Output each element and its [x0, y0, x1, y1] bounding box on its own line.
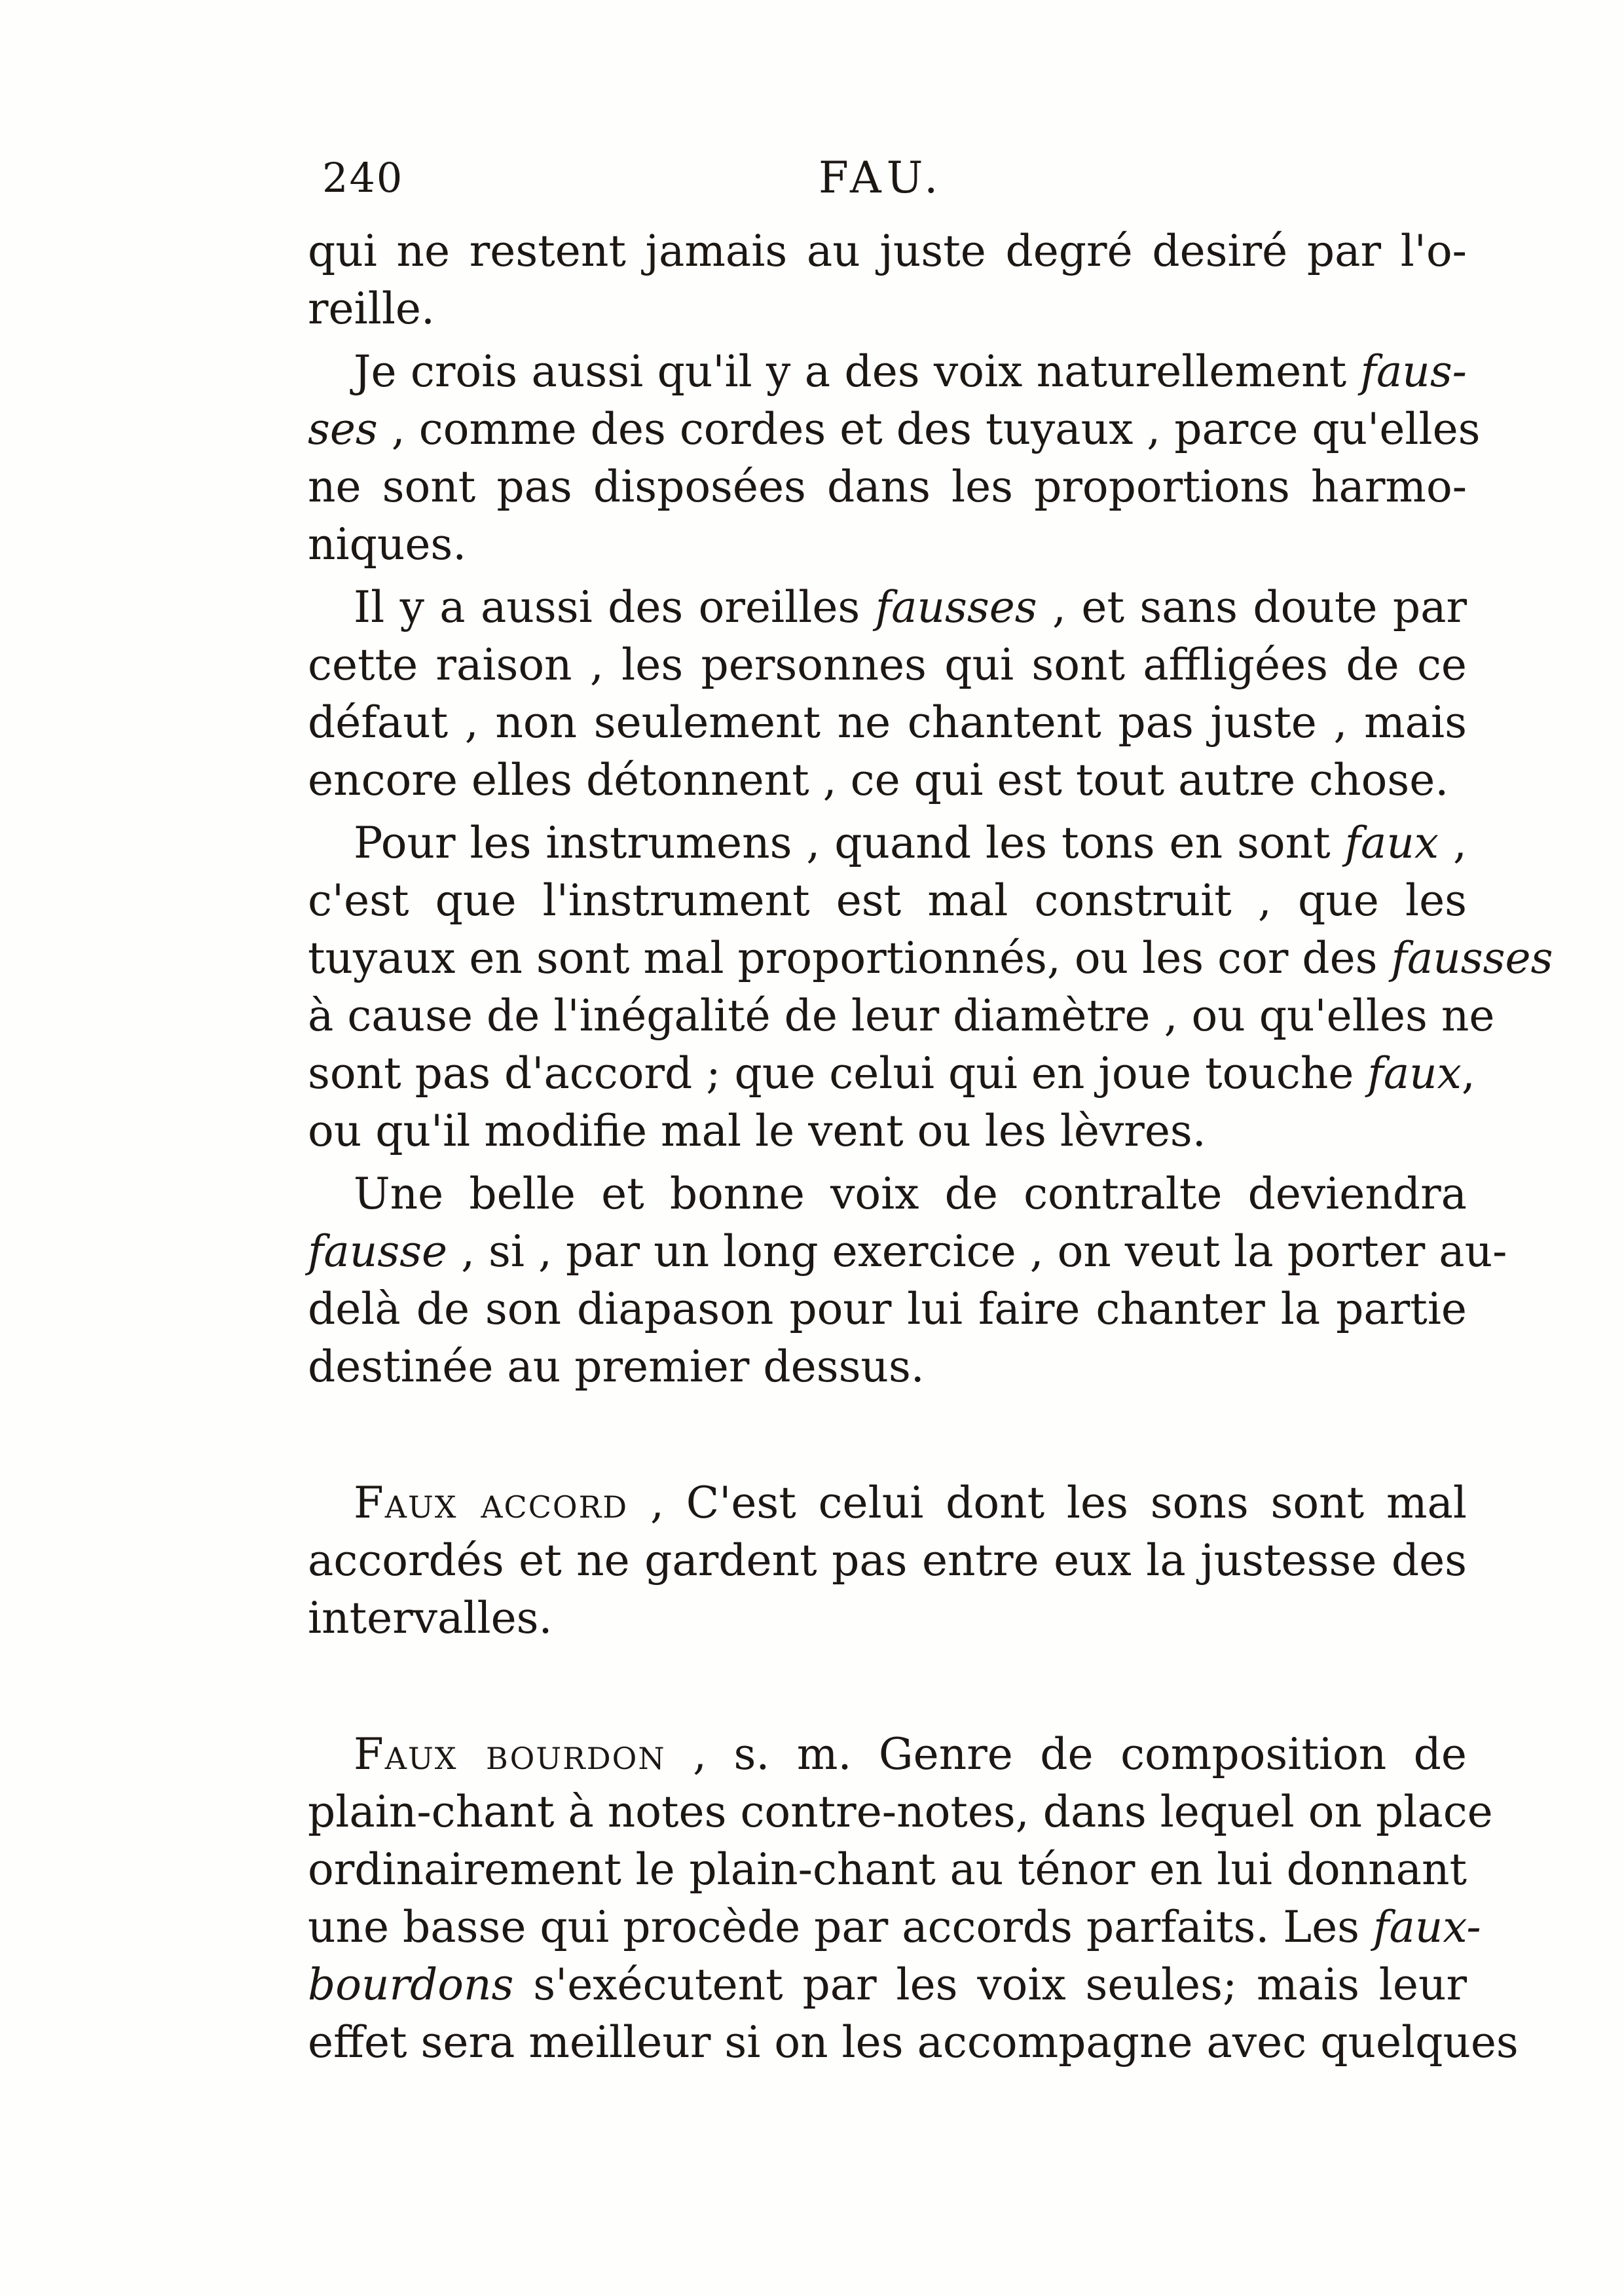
- text-line: Faux bourdon , s. m. Genre de composition de: [354, 1729, 1467, 1779]
- text-line: Faux accord , C'est celui dont les sons sont mal: [354, 1478, 1467, 1528]
- entry-headword: Faux accord: [354, 1478, 629, 1528]
- paragraph: [308, 1165, 1507, 1396]
- text-line: ordinairement le plain-chant au ténor en lui donnant: [308, 1844, 1467, 1895]
- text-line: tuyaux en sont mal proportionnés, ou les cor des fausses: [308, 933, 1553, 983]
- paragraph: [308, 343, 1481, 574]
- text-line: plain-chant à notes contre-notes, dans lequel on place: [308, 1787, 1493, 1837]
- italic-term: faus-: [1360, 346, 1467, 397]
- italic-term: fausses: [1391, 933, 1553, 983]
- text-line: Une belle et bonne voix de contralte deviendra: [354, 1169, 1467, 1219]
- running-head: FAU.: [819, 153, 944, 203]
- entry-headword: Faux bourdon: [354, 1729, 666, 1779]
- page-number: 240: [322, 154, 404, 202]
- text-line: accordés et ne gardent pas entre eux la justesse des: [308, 1535, 1467, 1586]
- text-line: ou qu'il modifie mal le vent ou les lèvres.: [308, 1106, 1206, 1156]
- paragraph: [308, 1726, 1519, 2071]
- paragraph: [308, 579, 1467, 809]
- text-line: à cause de l'inégalité de leur diamètre , ou qu'elles ne: [308, 991, 1495, 1041]
- text-line: ses , comme des cordes et des tuyaux , parce qu'elles: [308, 404, 1481, 454]
- text-line: Pour les instrumens , quand les tons en sont faux ,: [354, 818, 1467, 868]
- text-line: une basse qui procède par accords parfaits. Les faux-: [308, 1902, 1481, 1952]
- text-line: destinée au premier dessus.: [308, 1341, 925, 1392]
- text-line: bourdons s'exécutent par les voix seules; mais leur: [308, 1959, 1467, 2010]
- paragraph: [308, 814, 1553, 1160]
- text-line: fausse , si , par un long exercice , on veut la porter au-: [308, 1226, 1507, 1277]
- text-line: niques.: [308, 519, 467, 570]
- text-line: sont pas d'accord ; que celui qui en joue touche faux,: [308, 1048, 1475, 1099]
- italic-term: faux: [1367, 1048, 1462, 1099]
- text-line: ne sont pas disposées dans les proportions harmo-: [308, 462, 1467, 512]
- text-line: Je crois aussi qu'il y a des voix naturellement faus-: [354, 346, 1467, 397]
- text-line: c'est que l'instrument est mal construit , que les: [308, 875, 1467, 926]
- text-line: défaut , non seulement ne chantent pas juste , mais: [308, 697, 1467, 748]
- text-line: cette raison , les personnes qui sont affligées de ce: [308, 640, 1467, 690]
- text-line: intervalles.: [308, 1593, 553, 1643]
- body-text: [308, 223, 1553, 2071]
- text-line: delà de son diapason pour lui faire chanter la partie: [308, 1284, 1467, 1334]
- italic-term: faux-: [1373, 1902, 1481, 1952]
- text-line: effet sera meilleur si on les accompagne avec quelques: [308, 2017, 1519, 2068]
- paragraph: [308, 223, 1467, 338]
- page-header: [314, 147, 1480, 206]
- italic-term: ses: [308, 404, 378, 454]
- italic-term: faux: [1344, 818, 1439, 868]
- text-line: qui ne restent jamais au juste degré desiré par l'o-: [308, 226, 1467, 276]
- paragraph: [308, 1474, 1467, 1647]
- italic-term: bourdons: [308, 1959, 514, 2010]
- italic-term: fausses: [875, 582, 1037, 632]
- text-line: encore elles détonnent , ce qui est tout autre chose.: [308, 755, 1449, 805]
- italic-term: fausse: [308, 1226, 448, 1277]
- text-line: reille.: [308, 283, 435, 334]
- text-line: Il y a aussi des oreilles fausses , et sans doute par: [354, 582, 1467, 632]
